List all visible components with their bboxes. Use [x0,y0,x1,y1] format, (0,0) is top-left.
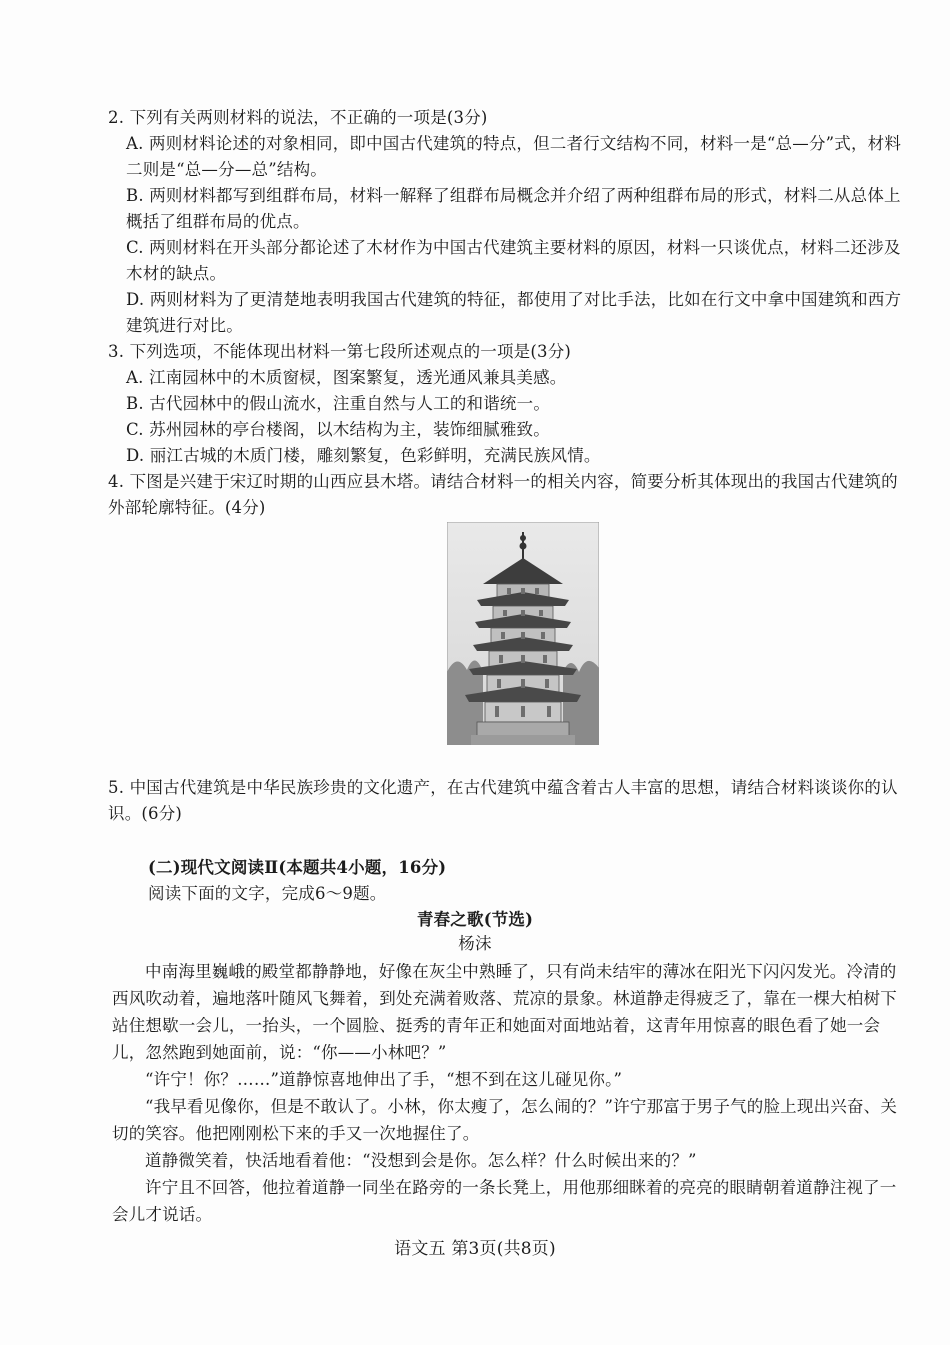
pagoda-photo [447,522,599,745]
question-4-stem: 4. 下图是兴建于宋辽时期的山西应县木塔。请结合材料一的相关内容，简要分析其体现出的我国古代建筑的外部轮廓特征。(4分) [108,472,898,517]
passage-paragraph-4: 道静微笑着，快活地看着他：“没想到会是你。怎么样？什么时候出来的？” [145,1151,697,1170]
pagoda-illustration [447,522,599,745]
question-2-option-d: D. 两则材料为了更清楚地表明我国古代建筑的特征，都使用了对比手法，比如在行文中拿中国建筑和西方建筑进行对比。 [126,290,902,335]
question-3-stem: 3. 下列选项，不能体现出材料一第七段所述观点的一项是(3分) [108,342,572,361]
question-2-option-b: B. 两则材料都写到组群布局，材料一解释了组群布局概念并介绍了两种组群布局的形式，材料二从总体上概括了组群布局的优点。 [126,186,901,231]
question-5-stem: 5. 中国古代建筑是中华民族珍贵的文化遗产，在古代建筑中蕴含着古人丰富的思想，请结合材料谈谈你的认识。(6分) [108,778,898,823]
passage-paragraph-3: “我早看见像你，但是不敢认了。小林，你太瘦了，怎么闹的？”许宁那富于男子气的脸上现出兴奋、关切的笑容。他把刚刚松下来的手又一次地握住了。 [112,1097,898,1143]
question-3-option-a: A. 江南园林中的木质窗棂，图案繁复，透光通风兼具美感。 [126,368,567,387]
page-footer: 语文五 第3页(共8页) [394,1239,556,1259]
question-2-option-c: C. 两则材料在开头部分都论述了木材作为中国古代建筑主要材料的原因，材料一只谈优点，材料二还涉及木材的缺点。 [126,238,901,283]
passage-paragraph-1: 中南海里巍峨的殿堂都静静地，好像在灰尘中熟睡了，只有尚未结牢的薄冰在阳光下闪闪发光。冷清的西风吹动着，遍地落叶随风飞舞着，到处充满着败落、荒凉的景象。林道静走得疲乏了，靠在一棵大柏树下站住想歇一会儿，一抬头，一个圆脸、挺秀的青年正和她面对面地站着，这青年用惊喜的眼色看了她一会儿，忽然跑到她面前，说：“你——小林吧？” [112,962,897,1062]
section-2-title: (二)现代文阅读Ⅱ(本题共4小题，16分) [148,858,447,877]
passage-paragraph-5: 许宁且不回答，他拉着道静一同坐在路旁的一条长凳上，用他那细眯着的亮亮的眼睛朝着道静注视了一会儿才说话。 [112,1178,897,1224]
question-3-option-c: C. 苏州园林的亭台楼阁，以木结构为主，装饰细腻雅致。 [126,420,550,439]
question-2-option-a: A. 两则材料论述的对象相同，即中国古代建筑的特点，但二者行文结构不同，材料一是“总—分”式，材料二则是“总—分—总”结构。 [126,134,902,179]
question-3-option-d: D. 丽江古城的木质门楼，雕刻繁复，色彩鲜明，充满民族风情。 [126,446,601,465]
passage-title: 青春之歌(节选) [416,910,534,929]
question-2-stem: 2. 下列有关两则材料的说法，不正确的一项是(3分) [108,108,488,127]
section-2-instruction: 阅读下面的文字，完成6～9题。 [148,884,387,903]
passage-author: 杨沫 [458,934,492,953]
question-3-option-b: B. 古代园林中的假山流水，注重自然与人工的和谐统一。 [126,394,551,413]
passage-paragraph-2: “许宁！你？……”道静惊喜地伸出了手，“想不到在这儿碰见你。” [145,1070,623,1089]
